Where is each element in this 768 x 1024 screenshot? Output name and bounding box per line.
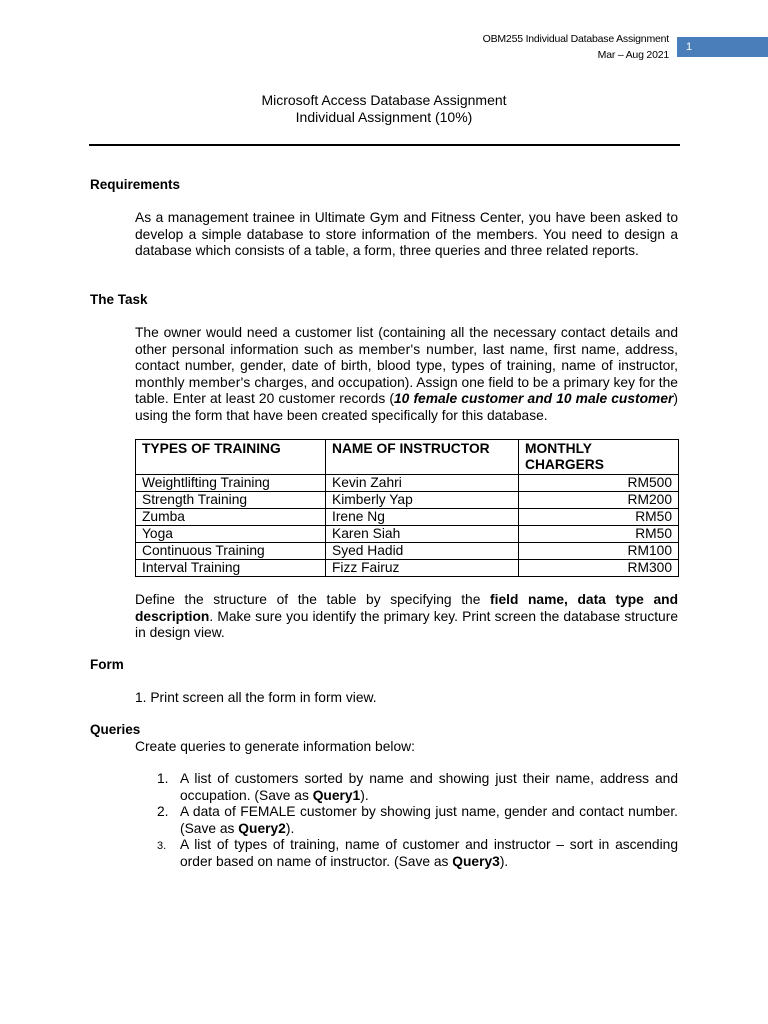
queries-intro: Create queries to generate information below: (135, 739, 415, 754)
query-number: 2. (157, 804, 169, 819)
training-cell: Continuous Training (136, 543, 326, 560)
task-text-1: The owner would need a customer list (containing all the necessary contact details and other personal information such as (135, 325, 678, 357)
list-item (135, 771, 678, 804)
charge-cell: RM50 (519, 526, 679, 543)
training-cell: Zumba (136, 509, 326, 526)
page-number-badge: 1 (677, 37, 768, 57)
charge-cell: RM500 (519, 475, 679, 492)
training-cell: Weightlifting Training (136, 475, 326, 492)
query-end: ). (285, 820, 295, 836)
table-row (136, 475, 679, 492)
charge-cell: RM300 (519, 560, 679, 577)
instructor-cell: Karen Siah (326, 526, 519, 543)
task-monthly-member: monthly member's (135, 374, 251, 390)
title-divider (89, 144, 680, 146)
define-text-2: . Make sure you identify the primary key. Print screen the database structure in design view. (135, 608, 678, 640)
query-name: Query2 (238, 820, 286, 836)
define-bold: field name, data type and description (135, 592, 678, 624)
task-heading: The Task (90, 292, 148, 307)
instructor-cell: Irene Ng (326, 509, 519, 526)
query-name: Query3 (452, 853, 500, 869)
list-item (135, 837, 678, 870)
instructor-cell: Kevin Zahri (326, 475, 519, 492)
queries-heading: Queries (90, 722, 141, 737)
query-number: 3. (157, 840, 167, 852)
task-text (135, 325, 678, 424)
title-line-1: Microsoft Access Database Assignment (261, 92, 507, 108)
header-types-of-training: TYPES OF TRAINING (136, 440, 326, 475)
query-text: A data of FEMALE customer by showing just name, gender and contact number. (Save as (180, 804, 678, 836)
title-line-2: Individual Assignment (10%) (295, 109, 473, 125)
table-row (136, 543, 679, 560)
query-text: A list of customers sorted by name and showing just their name, address and occupation. (Save as (180, 771, 678, 803)
instructor-cell: Syed Hadid (326, 543, 519, 560)
charge-cell: RM100 (519, 543, 679, 560)
query-name: Query1 (312, 787, 361, 803)
task-member-number: member's number, (358, 341, 478, 357)
query-end: ). (499, 853, 509, 869)
charge-cell: RM200 (519, 492, 679, 509)
header-monthly-chargers: MONTHLY CHARGERS (519, 440, 679, 475)
document-title (0, 92, 768, 126)
task-gender-split: 10 female customer and 10 male customer (393, 391, 674, 406)
table-row (136, 526, 679, 543)
header-name-of-instructor: NAME OF INSTRUCTOR (326, 440, 519, 475)
table-row (136, 509, 679, 526)
table-header-row (136, 440, 679, 475)
form-heading: Form (90, 657, 124, 672)
training-table (135, 439, 679, 577)
define-text-1: Define the structure of the table by specifying the (135, 592, 491, 607)
page-header (483, 31, 669, 63)
training-cell: Yoga (136, 526, 326, 543)
table-row (136, 492, 679, 509)
header-course: OBM255 Individual Database Assignment (482, 33, 669, 45)
queries-list (135, 771, 678, 870)
training-cell: Strength Training (136, 492, 326, 509)
instructor-cell: Kimberly Yap (326, 492, 519, 509)
task-text-3: charges, and occupation). Assign one field to be a primary key for the table. Enter at least 20 customer records ( (135, 374, 678, 406)
header-period: Mar – Aug 2021 (597, 49, 669, 61)
training-cell: Interval Training (136, 560, 326, 577)
list-item (135, 804, 678, 837)
table-row (136, 560, 679, 577)
query-number: 1. (157, 771, 169, 786)
charge-cell: RM50 (519, 509, 679, 526)
form-item: 1. Print screen all the form in form view. (135, 690, 377, 705)
task-text-2: last name, first name, address, contact number, gender, date of birth, blood type, types of training, name of instructor, (135, 341, 678, 373)
requirements-text: As a management trainee in Ultimate Gym and Fitness Center, you have been asked to develop a simple database to store information of the members. You need to design a database which consists of a table, a form, three queries and three related reports. (135, 210, 678, 258)
query-text: A list of types of training, name of customer and instructor – sort in ascending order based on name of instructor. (Save as (180, 837, 678, 869)
task-text-4: ) using the form that have been created specifically for this database. (135, 391, 678, 423)
query-end: ). (360, 787, 369, 803)
requirements-heading: Requirements (90, 177, 181, 192)
instructor-cell: Fizz Fairuz (326, 560, 519, 577)
define-structure-text (135, 592, 678, 642)
